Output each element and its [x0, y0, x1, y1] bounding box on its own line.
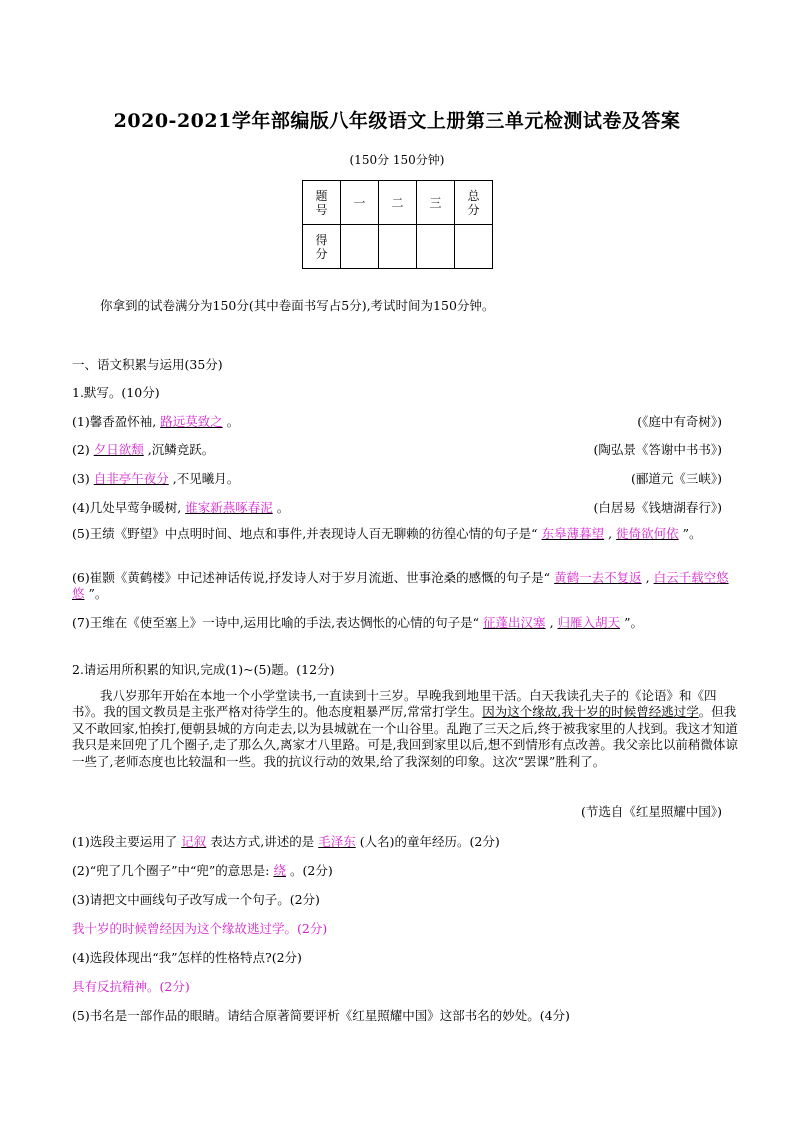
score-blank-cell [417, 225, 455, 269]
question-2-heading: 2.请运用所积累的知识,完成(1)~(5)题。(12分) [72, 662, 335, 677]
score-blank-cell [455, 225, 493, 269]
question-1-heading: 1.默写。(10分) [72, 385, 160, 400]
answer-text: 东皋薄暮望 [541, 526, 605, 541]
intro-text: 你拿到的试卷满分为150分(其中卷面书写占5分),考试时间为150分钟。 [100, 298, 495, 313]
fill-item-4: (4)几处早莺争暖树, 谁家新燕啄春泥 。 [72, 500, 290, 515]
fill-item-7: (7)王维在《使至塞上》一诗中,运用比喻的手法,表达惆怅的心情的句子是“ 征蓬出汉塞 , 归雁入胡天 ”。 [72, 615, 643, 630]
section-heading: 一、语文积累与运用(35分) [72, 357, 223, 372]
fill-item-1: (1)馨香盈怀袖, 路远莫致之 。 [72, 414, 240, 429]
score-header-cell: 一 [341, 181, 379, 225]
exam-meta: (150分 150分钟) [349, 153, 445, 167]
answer-text: 具有反抗精神。(2分) [72, 979, 190, 994]
answer-text: 夕日欲颓 [93, 442, 144, 457]
answer-text: 徙倚欲何依 [616, 526, 679, 541]
item-source: (郦道元《三峡》) [630, 471, 722, 486]
score-label-cell: 得分 [303, 225, 341, 269]
answer-text: 毛泽东 [318, 834, 356, 849]
answer-text: 我十岁的时候曾经因为这个缘故逃过学。(2分) [72, 921, 328, 936]
fill-item-5: (5)王绩《野望》中点明时间、地点和事件,并表现诗人百无聊赖的彷徨心情的句子是“ 东皋薄暮望 , 徙倚欲何依 ”。 [72, 526, 702, 541]
score-header-cell: 题号 [303, 181, 341, 225]
sub-question-5: (5)书名是一部作品的眼睛。请结合原著简要评析《红星照耀中国》这部书名的妙处。(4分) [72, 1008, 570, 1023]
score-blank-cell [379, 225, 417, 269]
answer-text: 记叙 [181, 834, 207, 849]
answer-text: 征蓬出汉塞 [483, 615, 546, 630]
fill-item-6: (6)崔颢《黄鹤楼》中记述神话传说,抒发诗人对于岁月流逝、世事沧桑的感慨的句子是“ 黄鹤一去不复返 , 白云千载空悠悠 ”。 [72, 570, 729, 602]
answer-text: 路远莫致之 [160, 414, 223, 429]
passage-source: (节选自《红星照耀中国》) [580, 804, 722, 819]
sub-question-1: (1)选段主要运用了 记叙 表达方式,讲述的是 毛泽东 (人名)的童年经历。(2分) [72, 834, 500, 849]
sub-question-4: (4)选段体现出“我”怎样的性格特点?(2分) [72, 950, 302, 965]
answer-text: 绕 [273, 863, 286, 878]
answer-text: 白云千载空悠悠 [72, 570, 729, 602]
item-source: (《庭中有奇树》) [637, 414, 722, 429]
underlined-sentence: 因为这个缘故,我十岁的时候曾经逃过学 [482, 704, 699, 720]
score-header-cell: 二 [379, 181, 417, 225]
score-header-cell: 三 [417, 181, 455, 225]
reading-passage: 我八岁那年开始在本地一个小学堂读书,一直读到十三岁。早晚我到地里干活。白天我读孔夫子的《论语》和《四书》。我的国文教员是主张严格对待学生的。他态度粗暴严厉,常常打学生。因为这个缘故,我十岁的时候曾经逃过学。但我又不敢回家,怕挨打,便朝县城的方向走去,以为县城就在一个山谷里。乱跑了三天之后,终于被我家里的人找到。我这才知道我只是来回兜了几个圈子,走了那么久,离家才八里路。可是,我回到家里以后,想不到情形有点改善。我父亲比以前稍微体谅一些了,老师态度也比较温和一些。我的抗议行动的效果,给了我深刻的印象。这次“罢课”胜利了。 [72, 688, 738, 769]
answer-text: 自非亭午夜分 [93, 471, 169, 486]
sub-question-2: (2)“兜了几个圈子”中“兜”的意思是: 绕 。(2分) [72, 863, 333, 878]
sub-question-3: (3)请把文中画线句子改写成一个句子。(2分) [72, 892, 320, 907]
answer-text: 黄鹤一去不复返 [554, 570, 642, 585]
score-table [302, 180, 493, 269]
score-blank-cell [341, 225, 379, 269]
page-title: 2020-2021学年部编版八年级语文上册第三单元检测试卷及答案 [113, 110, 681, 132]
item-source: (白居易《钱塘湖春行》) [593, 500, 722, 515]
item-source: (陶弘景《答谢中书书》) [593, 442, 722, 457]
fill-item-3: (3) 自非亭午夜分 ,不见曦月。 [72, 471, 240, 486]
answer-text: 谁家新燕啄春泥 [185, 500, 273, 515]
score-header-cell: 总分 [455, 181, 493, 225]
answer-text: 归雁入胡天 [557, 615, 621, 630]
fill-item-2: (2) 夕日欲颓 ,沉鳞竞跃。 [72, 442, 215, 457]
